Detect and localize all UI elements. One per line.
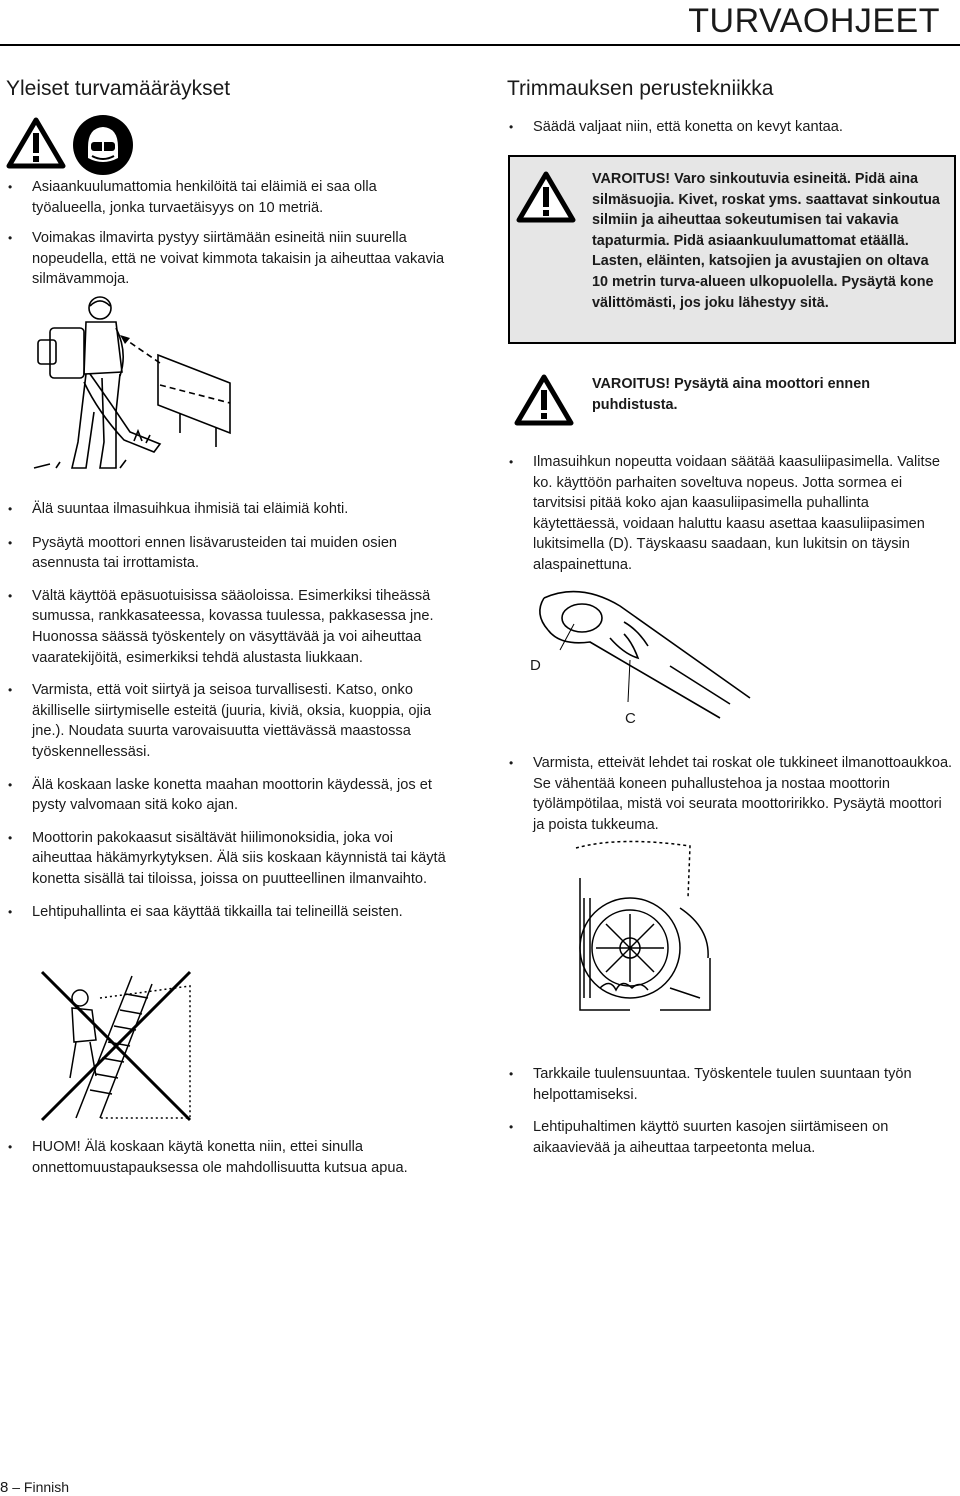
list-item: • Lehtipuhallinta ei saa käyttää tikkailla tai telineillä seisten. xyxy=(6,902,456,923)
technique-bullets-middle xyxy=(507,452,955,576)
list-item: • Tarkkaile tuulensuuntaa. Työskentele tuulen suuntaan työn helpottamiseksi. xyxy=(507,1064,952,1105)
list-item: • Säädä valjaat niin, että konetta on kevyt kantaa. xyxy=(507,117,952,138)
list-item: • Asiaankuulumattomia henkilöitä tai eläimiä ei saa olla työalueella, jonka turvaetäisyys on 10 metriä. xyxy=(6,177,446,218)
page-title: TURVAOHJEET xyxy=(688,2,940,40)
warning-text-cleaning xyxy=(592,374,932,415)
header-rule xyxy=(0,44,960,46)
warning-body: Pysäytä aina moottori ennen puhdistusta. xyxy=(592,376,871,413)
general-bullets-top xyxy=(6,177,446,290)
warning-body: Varo sinkoutuvia esineitä. Pidä aina silmäsuojia. Kivet, roskat yms. saattavat sinkoutua silmiin ja aiheuttaa sokeutumisen tai vakavia tapaturmia. Pidä asiaankuulumattomat etäällä. Lasten, eläinten, katsojien ja avustajien on oltava 10 metrin turva-alueen ulkopuolella. Pysäytä kone välittömästi, jos joku lähestyy sitä. xyxy=(592,171,940,311)
list-item: • Älä suuntaa ilmasuihkua ihmisiä tai eläimiä kohti. xyxy=(6,499,456,520)
warning-triangle-icon xyxy=(514,374,574,431)
list-item: • Lehtipuhaltimen käyttö suurten kasojen siirtämiseen on aikaavievää ja aiheuttaa tarpeetonta melua. xyxy=(507,1117,952,1158)
deflection-sign-illustration xyxy=(120,335,240,455)
warning-box-projectiles xyxy=(508,155,956,344)
list-item: • Pysäytä moottori ennen lisävarusteiden tai muiden osien asennusta tai irrottamista. xyxy=(6,533,456,574)
technique-bullets-lower xyxy=(507,753,955,835)
list-item: • Älä koskaan laske konetta maahan moottorin käydessä, jos et pysty valvomaan sitä koko ajan. xyxy=(6,775,456,816)
face-shield-mandatory-icon xyxy=(72,114,134,181)
technique-bullets-bottom xyxy=(507,1064,952,1158)
list-item: • Moottorin pakokaasut sisältävät hiilimonoksidia, joka voi aiheuttaa häkämyrkytyksen. Älä siis koskaan käynnistä tai käytä konetta sisällä tai tiloissa, joissa on puutteellinen ilmanvaihto. xyxy=(6,828,456,890)
figure-label-c: C xyxy=(625,710,636,727)
warning-label: VAROITUS! xyxy=(592,171,671,187)
section-heading-general: Yleiset turvamääräykset xyxy=(6,77,231,100)
section-heading-technique: Trimmauksen perustekniikka xyxy=(507,77,774,100)
list-item: • Varmista, etteivät lehdet tai roskat ole tukkineet ilmanottoaukkoa. Se vähentää koneen puhallustehoa ja nostaa moottorin työlämpötilaa, mistä voi seurata moottoririkko. Pysäytä moottori ja poista tukkeuma. xyxy=(507,753,955,835)
figure-label-d: D xyxy=(530,657,541,674)
list-item: • Vältä käyttöä epäsuotuisissa sääoloissa. Esimerkiksi tiheässä sumussa, rankkasateessa, kovassa tuulessa, pakkasessa jne. Huonossa säässä työskentely on väsyttävää ja voi aiheuttaa vaaratekijöitä, esimerkiksi tehdä alustasta liukkaan. xyxy=(6,586,456,668)
footer-dash: – xyxy=(12,1479,21,1495)
page-number: 8 xyxy=(0,1479,9,1496)
throttle-lock-illustration xyxy=(520,580,760,725)
footer-language: Finnish xyxy=(23,1479,70,1495)
list-item: • Varmista, että voit siirtyä ja seisoa turvallisesti. Katso, onko äkilliselle siirtymiselle esteitä (juuria, kiviä, oksia, kuoppia, ojia jne.). Noudata suurta varovaisuutta viettävässä maastossa työskennellessäsi. xyxy=(6,680,456,762)
ladder-prohibited-illustration xyxy=(40,968,200,1133)
general-bullets-middle xyxy=(6,499,456,922)
technique-bullets-top xyxy=(507,117,952,138)
warning-text xyxy=(592,169,942,313)
list-item: • Voimakas ilmavirta pystyy siirtämään esineitä niin suurella nopeudella, että ne voivat kimmota takaisin ja aiheuttaa vakavia silmävammoja. xyxy=(6,228,446,290)
air-intake-illustration xyxy=(560,838,720,1025)
general-bullets-bottom xyxy=(6,1137,446,1178)
warning-triangle-icon xyxy=(516,171,576,228)
list-item: • Ilmasuihkun nopeutta voidaan säätää kaasuliipasimella. Valitse ko. käyttöön parhaiten soveltuva nopeus. Jotta sormea ei tarvitsisi pitää koko ajan kaasuliipasimella puhallinta käytettäessä, voidaan haluttu kaasu asettaa kaasuliipasimen lukitsimella (D). Täyskaasu saadaan, kun lukitsin on täysin alaspainettuna. xyxy=(507,452,955,576)
list-item: • HUOM! Älä koskaan käytä konetta niin, ettei sinulla onnettomuustapauksessa ole mahdollisuutta kutsua apua. xyxy=(6,1137,446,1178)
warning-label: VAROITUS! xyxy=(592,376,671,392)
warning-triangle-icon xyxy=(6,117,66,174)
page-footer xyxy=(0,1479,69,1496)
